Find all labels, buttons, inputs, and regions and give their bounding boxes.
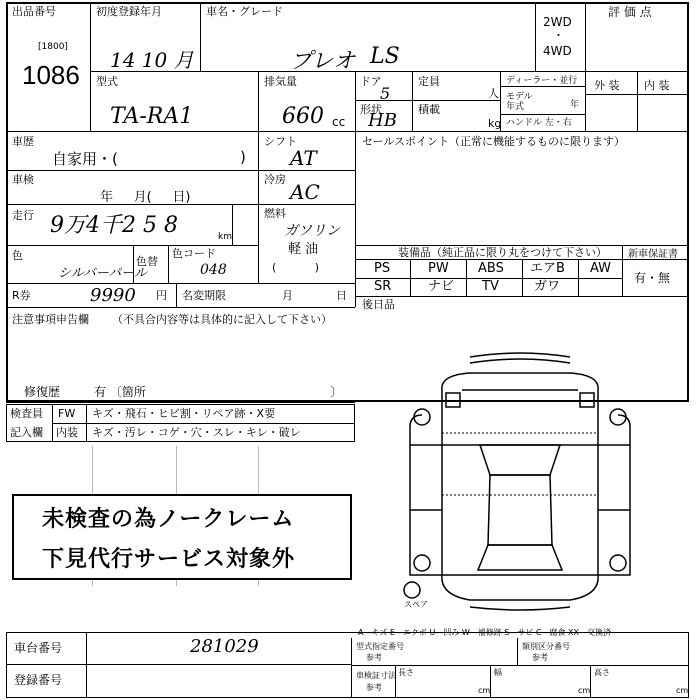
inspector-label-2: 記入欄 <box>10 426 43 439</box>
inspector-fw-items: キズ・飛石・ヒビ割・リペア跡・X要 <box>92 407 276 420</box>
km-unit: km <box>218 232 232 242</box>
category-label: 類別区分番号 <box>522 642 570 651</box>
doors-value: 5 <box>380 84 391 103</box>
chassis-value: 281029 <box>190 636 259 657</box>
history-value: 自家用・( <box>52 150 118 168</box>
first-reg-label: 初度登録年月 <box>96 5 162 18</box>
repair-label: 修復歴 <box>24 385 61 399</box>
eval-label: 評 価 点 <box>608 5 652 19</box>
equip-ps: PS <box>374 261 391 276</box>
dim-label: 車検証寸法 <box>356 671 396 680</box>
chassis-label: 車台番号 <box>14 641 63 655</box>
transfer-day: 日 <box>336 289 347 302</box>
capacity-unit: 人 <box>488 87 499 100</box>
lot-no: 1086 <box>22 60 80 90</box>
ac-label: 冷房 <box>264 173 286 186</box>
model-label: 型式 <box>96 75 118 88</box>
shape-value: HB <box>368 110 397 131</box>
inspector-interior: 内装 <box>56 426 78 439</box>
mileage-value: 9万4千2 5 8 <box>50 213 178 238</box>
notes-label: 注意事項申告欄 <box>12 313 89 326</box>
fuel-label: 燃料 <box>264 207 286 220</box>
transfer-month: 月 <box>282 289 293 302</box>
length-label: 長さ <box>398 668 414 677</box>
model-year-label: モデル年式 <box>506 92 533 112</box>
mileage-label: 走行 <box>12 209 34 222</box>
notes-instruction: （不具合内容等は具体的に記入して下さい） <box>112 313 332 326</box>
drive-4wd: 4WD <box>543 44 572 58</box>
spare-label: スペア <box>404 600 428 609</box>
equip-airbag: エアB <box>530 261 565 276</box>
dim-ref: 参考 <box>366 683 382 692</box>
equip-tv: TV <box>482 279 499 294</box>
first-reg-value: 14 10 月 <box>110 48 194 72</box>
legend: A—キズ E—エクボ U—凹み W—補修跡 S—サビ C—腐食 XX—交換済 <box>358 628 612 637</box>
repair-close: 〕 <box>330 385 343 399</box>
drive-dot: ・ <box>553 29 564 42</box>
inspector-fw: FW <box>58 407 76 420</box>
history-close: ) <box>240 148 246 166</box>
lot-no-small: [1800] <box>38 42 68 52</box>
equip-navi: ナビ <box>428 279 455 294</box>
shift-label: シフト <box>264 135 297 148</box>
ac-value: AC <box>290 180 320 204</box>
kg-unit: kg <box>488 117 502 130</box>
price-label: R券 <box>12 289 31 302</box>
lot-no-label: 出品番号 <box>12 5 56 18</box>
notice-line-1: 未検査の為ノークレーム <box>42 507 295 532</box>
doors-label: ドア <box>360 75 382 88</box>
cc-unit: cc <box>332 115 346 129</box>
car-name-value: プレオ <box>290 49 356 74</box>
length-cm: cm <box>478 686 491 695</box>
transfer-label: 名変期限 <box>182 289 226 302</box>
shift-value: AT <box>290 146 317 170</box>
displacement-label: 排気量 <box>264 75 297 88</box>
equip-gawa: ガワ <box>534 279 561 294</box>
reg-label: 登録番号 <box>14 673 63 687</box>
color-code-label: 色コード <box>172 247 216 260</box>
displacement-value: 660 <box>282 104 324 129</box>
equip-abs: ABS <box>478 261 504 276</box>
grade-value: LS <box>370 44 400 69</box>
repair-value: 有 〔箇所 <box>94 385 146 399</box>
color-change-label: 色替 <box>136 255 158 268</box>
history-label: 車歴 <box>12 135 34 148</box>
dealer-label: ディーラー・並行 <box>506 76 578 86</box>
interior-label: 内 装 <box>644 79 670 92</box>
color-code-value: 048 <box>200 262 227 278</box>
fuel-paren: ( ) <box>272 261 320 274</box>
exterior-label: 外 装 <box>594 79 620 92</box>
handle-label: ハンドル 左・右 <box>506 118 572 128</box>
year-unit: 年 <box>570 100 580 110</box>
inspection-label: 車検 <box>12 173 34 186</box>
width-cm: cm <box>578 686 591 695</box>
category-ref: 参考 <box>532 653 548 662</box>
new-warranty-value: 有・無 <box>634 271 671 285</box>
inspector-label-1: 検査員 <box>10 407 43 420</box>
car-damage-diagram <box>370 345 670 615</box>
recognized-model-label: 型式指定番号 <box>356 642 404 651</box>
equipment-label: 装備品（純正品に限り丸をつけて下さい） <box>398 246 607 259</box>
sales-point-label: セールスポイント（正常に機能するものに限ります） <box>362 135 626 148</box>
color-value: シルバーパール <box>58 266 147 281</box>
height-cm: cm <box>676 686 689 695</box>
inspector-interior-items: キズ・汚レ・コゲ・穴・スレ・キレ・破レ <box>92 426 301 439</box>
price-value: 9990 <box>90 285 136 306</box>
capacity-label: 定員 <box>418 75 440 88</box>
diesel-label: 軽 油 <box>288 242 319 257</box>
car-name-label: 車名・グレード <box>206 5 283 18</box>
recognized-model-ref: 参考 <box>366 653 382 662</box>
inspection-value: 年 月( 日) <box>100 190 191 205</box>
height-label: 高さ <box>594 668 610 677</box>
equip-aw: AW <box>590 261 612 276</box>
load-label: 積載 <box>418 103 440 116</box>
new-warranty-label: 新車保証書 <box>628 249 678 260</box>
color-label: 色 <box>12 249 23 262</box>
drive-2wd: 2WD <box>543 15 572 29</box>
equip-pw: PW <box>428 261 449 276</box>
price-unit: 円 <box>156 289 167 302</box>
fuel-value: ガソリン <box>284 223 340 239</box>
shape-label: 形状 <box>360 103 382 116</box>
notice-line-2: 下見代行サービス対象外 <box>42 547 296 572</box>
width-label: 幅 <box>494 668 502 677</box>
equip-sr: SR <box>374 279 392 294</box>
model-value: TA-RA1 <box>110 104 194 129</box>
after-items-label: 後日品 <box>362 298 395 311</box>
